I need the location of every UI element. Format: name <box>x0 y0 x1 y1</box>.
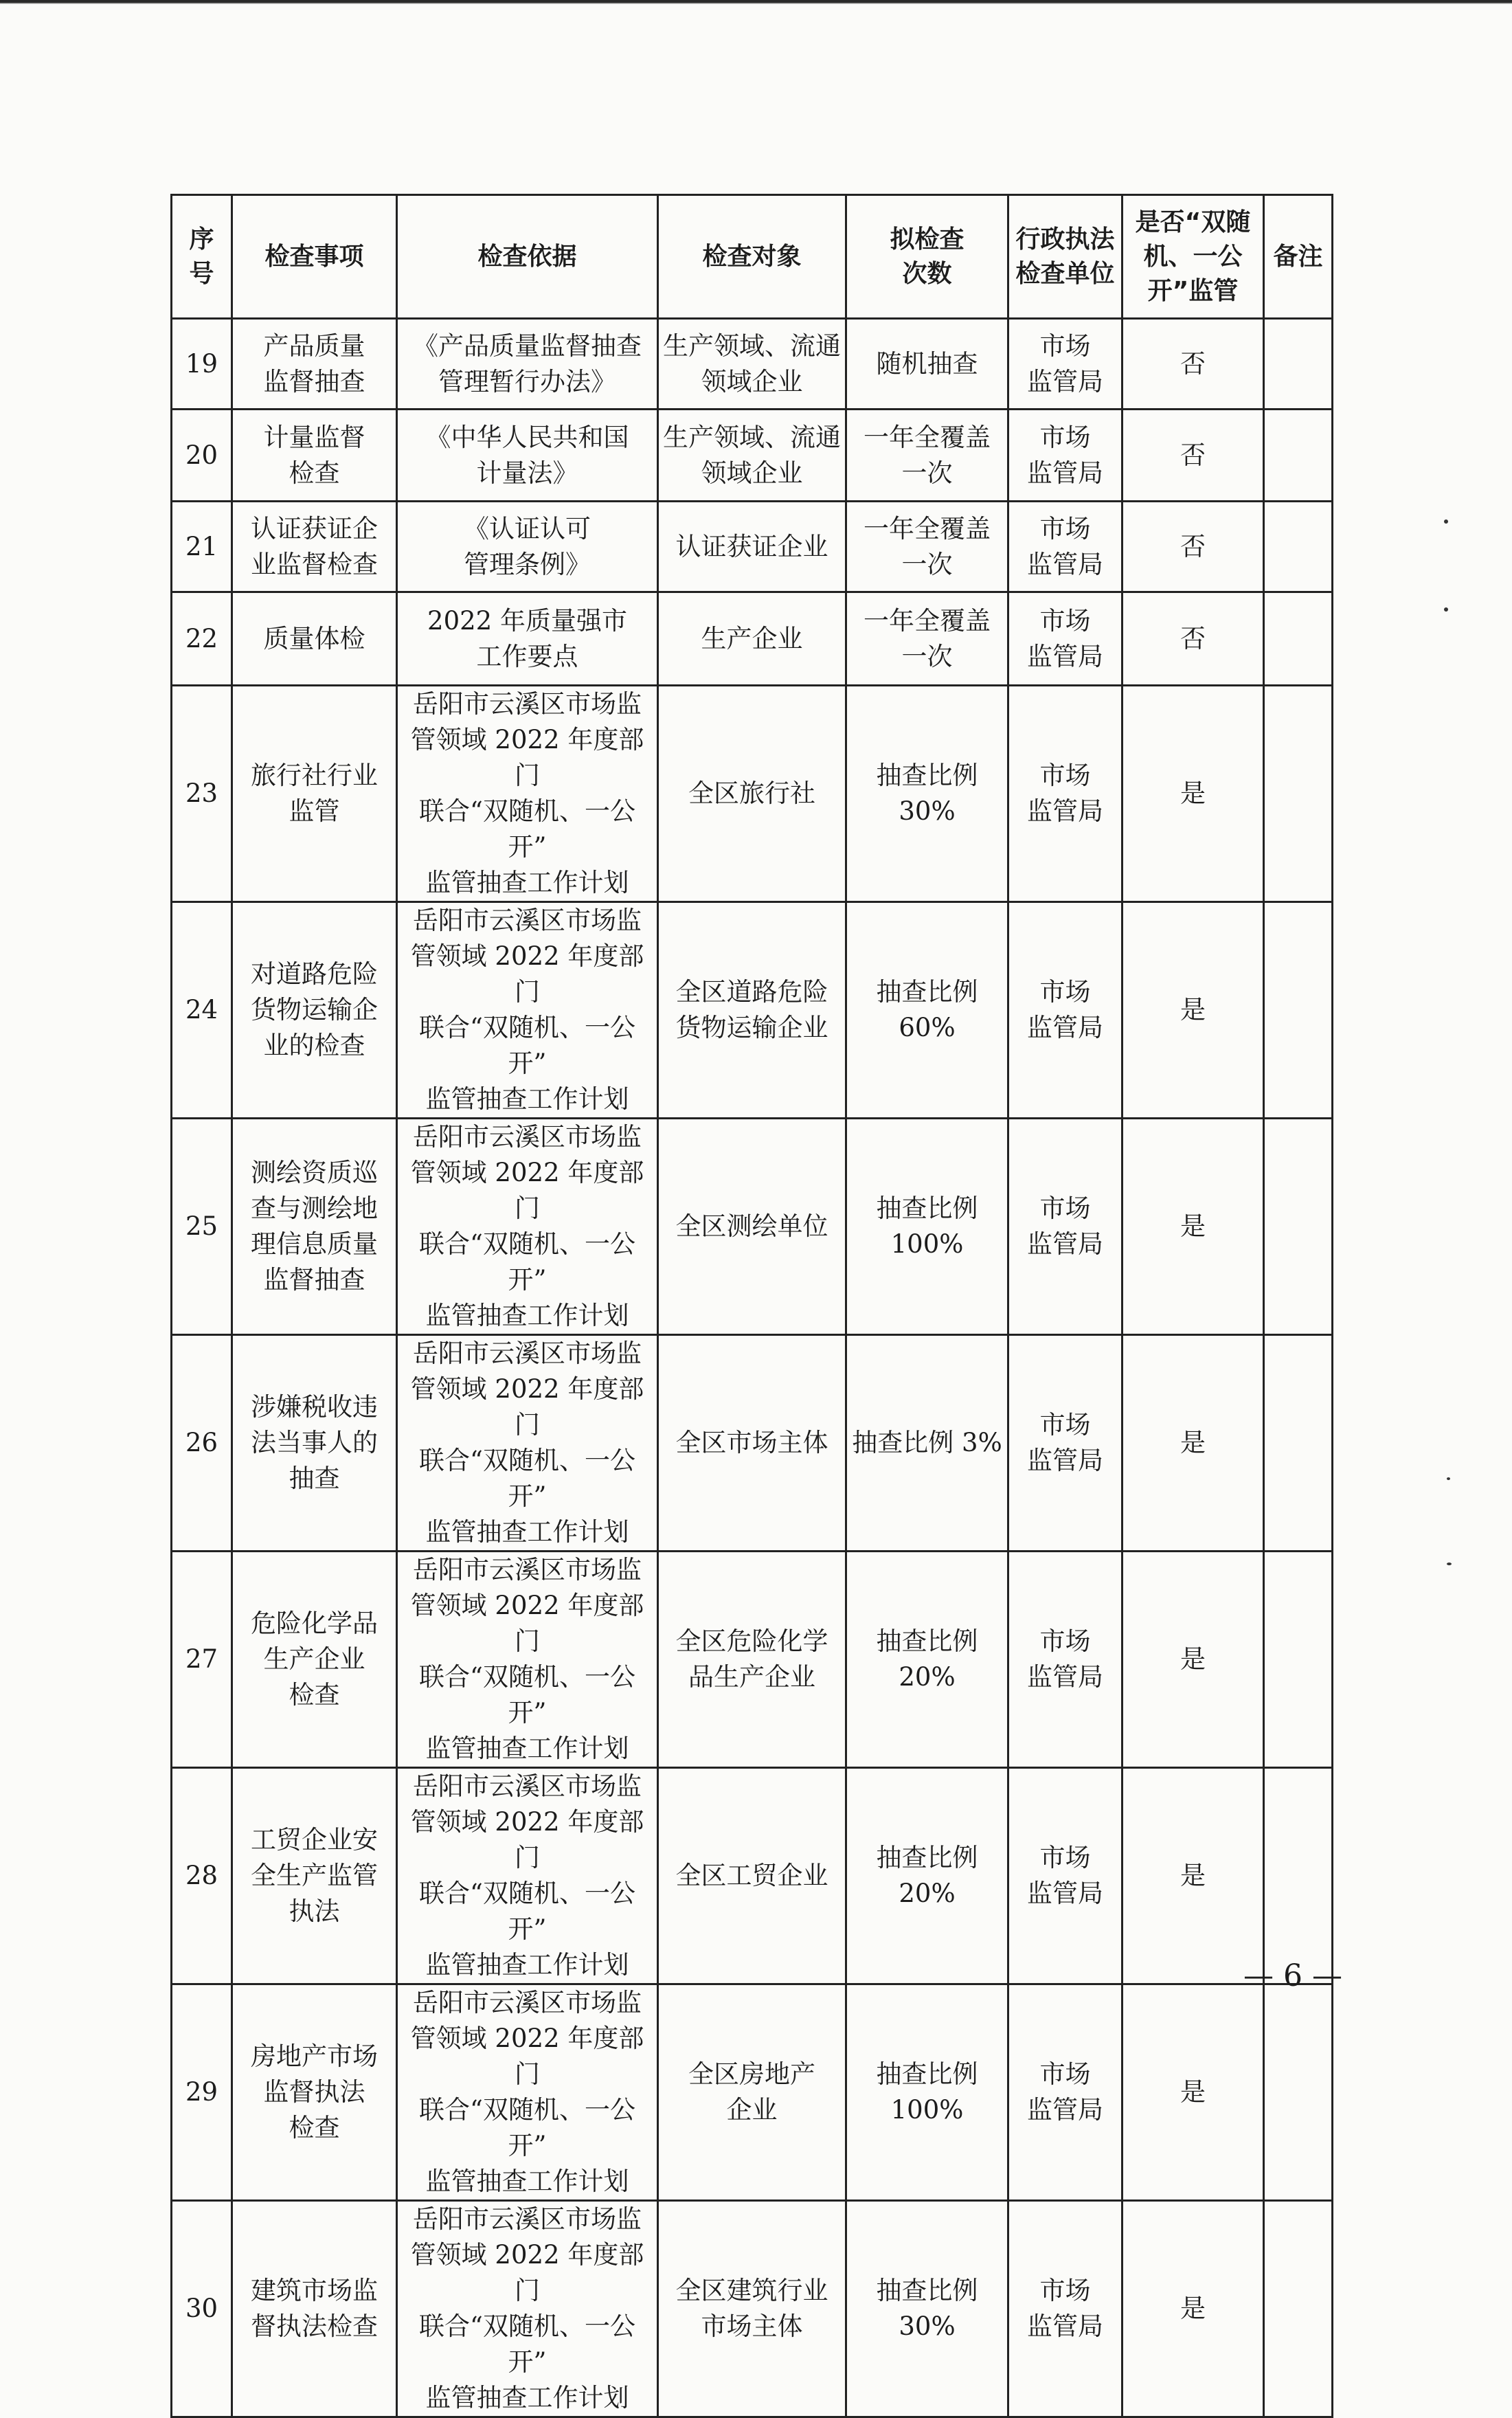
cell-target: 生产领域、流通 领域企业 <box>658 319 846 410</box>
cell-target: 全区工贸企业 <box>658 1768 846 1984</box>
scan-speck <box>1444 607 1448 612</box>
header-note: 备注 <box>1264 195 1333 319</box>
cell-item: 测绘资质巡 查与测绘地 理信息质量 监督抽查 <box>232 1119 397 1335</box>
cell-basis: 《认证认可 管理条例》 <box>397 502 658 592</box>
cell-unit: 市场 监管局 <box>1008 319 1122 410</box>
header-item: 检查事项 <box>232 195 397 319</box>
scan-speck <box>1447 1477 1450 1480</box>
cell-index: 27 <box>172 1552 232 1768</box>
table-row <box>172 410 1333 502</box>
cell-unit: 市场 监管局 <box>1008 410 1122 502</box>
table-row <box>172 1335 1333 1552</box>
cell-note <box>1264 502 1333 592</box>
cell-target: 全区市场主体 <box>658 1335 846 1552</box>
cell-random: 是 <box>1122 1552 1264 1768</box>
cell-item: 危险化学品 生产企业 检查 <box>232 1552 397 1768</box>
cell-index: 21 <box>172 502 232 592</box>
cell-random: 是 <box>1122 1984 1264 2201</box>
table-row <box>172 319 1333 410</box>
table-row <box>172 592 1333 686</box>
cell-note <box>1264 1335 1333 1552</box>
header-basis: 检查依据 <box>397 195 658 319</box>
cell-random: 是 <box>1122 1119 1264 1335</box>
cell-index: 29 <box>172 1984 232 2201</box>
cell-basis: 岳阳市云溪区市场监 管领域 2022 年度部门 联合“双随机、一公开” 监管抽查工作计划 <box>397 1552 658 1768</box>
inspection-table <box>170 194 1333 2418</box>
cell-unit: 市场 监管局 <box>1008 686 1122 902</box>
header-count: 拟检查 次数 <box>846 195 1008 319</box>
cell-basis: 岳阳市云溪区市场监 管领域 2022 年度部门 联合“双随机、一公开” 监管抽查工作计划 <box>397 1984 658 2201</box>
cell-basis: 《产品质量监督抽查 管理暂行办法》 <box>397 319 658 410</box>
cell-item: 质量体检 <box>232 592 397 686</box>
cell-random: 否 <box>1122 592 1264 686</box>
cell-item: 旅行社行业 监管 <box>232 686 397 902</box>
cell-random: 是 <box>1122 902 1264 1119</box>
page-number: — 6 — <box>1243 1958 1342 1993</box>
header-target: 检查对象 <box>658 195 846 319</box>
top-border-line <box>0 0 1512 4</box>
cell-count: 一年全覆盖 一次 <box>846 502 1008 592</box>
cell-unit: 市场 监管局 <box>1008 1119 1122 1335</box>
cell-target: 全区危险化学 品生产企业 <box>658 1552 846 1768</box>
cell-index: 24 <box>172 902 232 1119</box>
header-unit: 行政执法 检查单位 <box>1008 195 1122 319</box>
cell-note <box>1264 1768 1333 1984</box>
scan-speck <box>1447 1563 1452 1565</box>
cell-basis: 岳阳市云溪区市场监 管领域 2022 年度部门 联合“双随机、一公开” 监管抽查工作计划 <box>397 1768 658 1984</box>
table-row <box>172 686 1333 902</box>
cell-unit: 市场 监管局 <box>1008 1768 1122 1984</box>
cell-random: 是 <box>1122 686 1264 902</box>
cell-note <box>1264 1119 1333 1335</box>
cell-count: 抽查比例 20% <box>846 1552 1008 1768</box>
cell-basis: 岳阳市云溪区市场监 管领域 2022 年度部门 联合“双随机、一公开” 监管抽查工作计划 <box>397 1335 658 1552</box>
cell-index: 25 <box>172 1119 232 1335</box>
table-row <box>172 1119 1333 1335</box>
cell-count: 随机抽查 <box>846 319 1008 410</box>
cell-random: 否 <box>1122 410 1264 502</box>
cell-random: 是 <box>1122 1768 1264 1984</box>
cell-unit: 市场 监管局 <box>1008 592 1122 686</box>
cell-basis: 岳阳市云溪区市场监 管领域 2022 年度部门 联合“双随机、一公开” 监管抽查工作计划 <box>397 686 658 902</box>
cell-target: 认证获证企业 <box>658 502 846 592</box>
cell-item: 认证获证企 业监督检查 <box>232 502 397 592</box>
cell-count: 抽查比例 3% <box>846 1335 1008 1552</box>
cell-target: 全区建筑行业 市场主体 <box>658 2201 846 2417</box>
cell-basis: 岳阳市云溪区市场监 管领域 2022 年度部门 联合“双随机、一公开” 监管抽查工作计划 <box>397 1119 658 1335</box>
table-row <box>172 1768 1333 1984</box>
cell-target: 生产企业 <box>658 592 846 686</box>
cell-random: 否 <box>1122 502 1264 592</box>
cell-item: 涉嫌税收违 法当事人的 抽查 <box>232 1335 397 1552</box>
table-row <box>172 502 1333 592</box>
cell-count: 抽查比例 20% <box>846 1768 1008 1984</box>
table-row <box>172 1552 1333 1768</box>
cell-item: 房地产市场 监督执法 检查 <box>232 1984 397 2201</box>
cell-count: 一年全覆盖 一次 <box>846 410 1008 502</box>
cell-note <box>1264 902 1333 1119</box>
cell-item: 工贸企业安 全生产监管 执法 <box>232 1768 397 1984</box>
cell-item: 建筑市场监 督执法检查 <box>232 2201 397 2417</box>
header-index: 序 号 <box>172 195 232 319</box>
cell-unit: 市场 监管局 <box>1008 1984 1122 2201</box>
cell-basis: 2022 年质量强市 工作要点 <box>397 592 658 686</box>
cell-random: 是 <box>1122 1335 1264 1552</box>
table-row <box>172 902 1333 1119</box>
cell-count: 一年全覆盖 一次 <box>846 592 1008 686</box>
table-header-row <box>172 195 1333 319</box>
cell-count: 抽查比例 100% <box>846 1119 1008 1335</box>
cell-basis: 岳阳市云溪区市场监 管领域 2022 年度部门 联合“双随机、一公开” 监管抽查工作计划 <box>397 902 658 1119</box>
cell-note <box>1264 592 1333 686</box>
cell-target: 全区测绘单位 <box>658 1119 846 1335</box>
cell-item: 产品质量 监督抽查 <box>232 319 397 410</box>
cell-note <box>1264 410 1333 502</box>
cell-target: 生产领域、流通 领域企业 <box>658 410 846 502</box>
cell-index: 28 <box>172 1768 232 1984</box>
cell-index: 30 <box>172 2201 232 2417</box>
cell-index: 23 <box>172 686 232 902</box>
cell-note <box>1264 2201 1333 2417</box>
cell-target: 全区房地产 企业 <box>658 1984 846 2201</box>
table-row <box>172 1984 1333 2201</box>
cell-note <box>1264 1552 1333 1768</box>
cell-count: 抽查比例 60% <box>846 902 1008 1119</box>
cell-unit: 市场 监管局 <box>1008 1552 1122 1768</box>
cell-count: 抽查比例 30% <box>846 2201 1008 2417</box>
cell-unit: 市场 监管局 <box>1008 502 1122 592</box>
cell-index: 20 <box>172 410 232 502</box>
table-row <box>172 2201 1333 2417</box>
scan-speck <box>1444 519 1448 524</box>
cell-count: 抽查比例 100% <box>846 1984 1008 2201</box>
cell-target: 全区旅行社 <box>658 686 846 902</box>
cell-index: 19 <box>172 319 232 410</box>
cell-note <box>1264 686 1333 902</box>
cell-index: 26 <box>172 1335 232 1552</box>
cell-index: 22 <box>172 592 232 686</box>
cell-random: 是 <box>1122 2201 1264 2417</box>
cell-note <box>1264 1984 1333 2201</box>
cell-target: 全区道路危险 货物运输企业 <box>658 902 846 1119</box>
cell-unit: 市场 监管局 <box>1008 1335 1122 1552</box>
cell-basis: 《中华人民共和国 计量法》 <box>397 410 658 502</box>
cell-item: 计量监督 检查 <box>232 410 397 502</box>
cell-basis: 岳阳市云溪区市场监 管领域 2022 年度部门 联合“双随机、一公开” 监管抽查工作计划 <box>397 2201 658 2417</box>
cell-count: 抽查比例 30% <box>846 686 1008 902</box>
cell-unit: 市场 监管局 <box>1008 2201 1122 2417</box>
cell-random: 否 <box>1122 319 1264 410</box>
cell-item: 对道路危险 货物运输企 业的检查 <box>232 902 397 1119</box>
cell-note <box>1264 319 1333 410</box>
header-random: 是否“双随 机、一公 开”监管 <box>1122 195 1264 319</box>
cell-unit: 市场 监管局 <box>1008 902 1122 1119</box>
